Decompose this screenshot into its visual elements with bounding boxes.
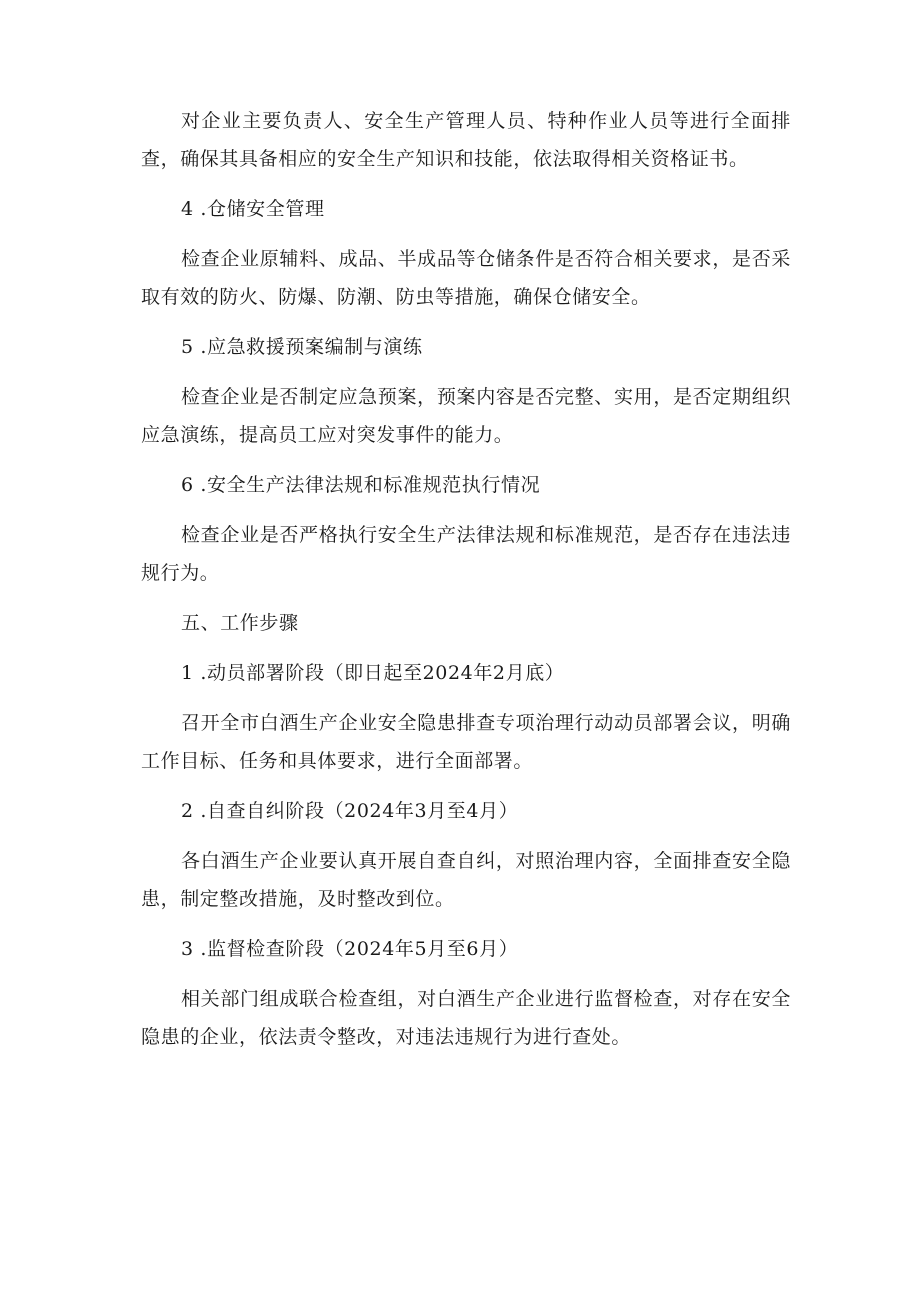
heading-mobilization-stage: 1 .动员部署阶段（即日起至2024年2月底） (181, 662, 565, 684)
heading-storage-safety: 4 .仓储安全管理 (181, 198, 325, 220)
document-body (141, 102, 791, 1068)
paragraph-emergency-check: 检查企业是否制定应急预案，预案内容是否完整、实用，是否定期组织应急演练，提高员工应对突发事件的能力。 (141, 386, 791, 446)
heading-self-inspection-stage: 2 .自查自纠阶段（2024年3月至4月） (181, 800, 519, 822)
paragraph-self-inspection: 各白酒生产企业要认真开展自查自纠，对照治理内容，全面排查安全隐患，制定整改措施，及时整改到位。 (141, 850, 791, 910)
heading-work-steps: 五、工作步骤 (181, 612, 299, 634)
heading-law-compliance: 6 .安全生产法律法规和标准规范执行情况 (181, 474, 541, 496)
paragraph-supervision: 相关部门组成联合检查组，对白酒生产企业进行监督检查，对存在安全隐患的企业，依法责令整改，对违法违规行为进行查处。 (141, 988, 791, 1048)
paragraph-mobilization: 召开全市白酒生产企业安全隐患排查专项治理行动动员部署会议，明确工作目标、任务和具体要求，进行全面部署。 (141, 712, 791, 772)
paragraph-storage-check: 检查企业原辅料、成品、半成品等仓储条件是否符合相关要求，是否采取有效的防火、防爆、防潮、防虫等措施，确保仓储安全。 (141, 248, 791, 308)
paragraph-law-check: 检查企业是否严格执行安全生产法律法规和标准规范，是否存在违法违规行为。 (141, 524, 791, 584)
heading-supervision-stage: 3 .监督检查阶段（2024年5月至6月） (181, 938, 519, 960)
heading-emergency-plan: 5 .应急救援预案编制与演练 (181, 336, 423, 358)
paragraph-personnel-check: 对企业主要负责人、安全生产管理人员、特种作业人员等进行全面排查，确保其具备相应的安全生产知识和技能，依法取得相关资格证书。 (141, 110, 791, 170)
